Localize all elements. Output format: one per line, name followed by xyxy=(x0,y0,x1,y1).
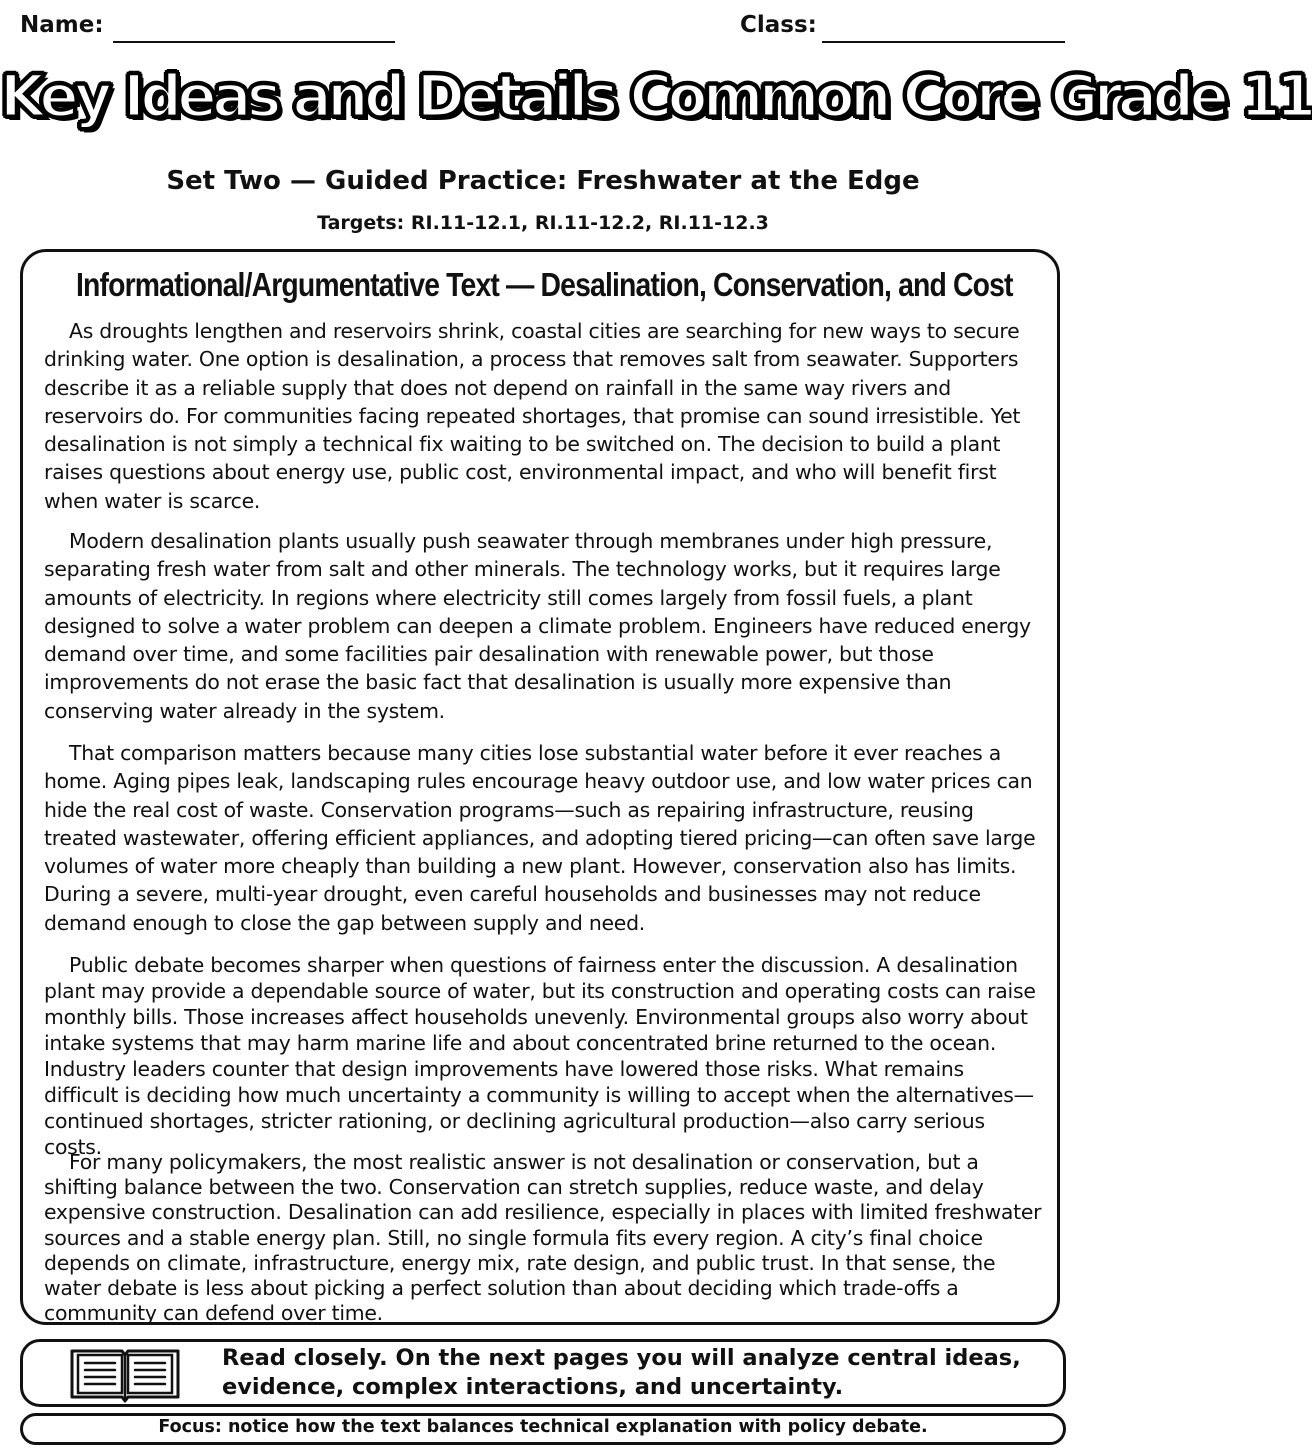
focus-note: Focus: notice how the text balances technical explanation with policy debate. xyxy=(158,1417,928,1437)
name-blank-line[interactable] xyxy=(113,41,395,43)
worksheet-subtitle: Set Two — Guided Practice: Freshwater at the Edge xyxy=(166,166,920,196)
class-label: Class: xyxy=(740,12,817,38)
passage-heading: Informational/Argumentative Text — Desalination, Conservation, and Cost xyxy=(76,266,1013,303)
name-label: Name: xyxy=(20,12,104,38)
passage-paragraph-2: Modern desalination plants usually push seawater through membranes under high pressure, separating fresh water from salt and other minerals. The technology works, but it requires large amounts of electricity. In regions where electricity still comes largely from fossil fuels, a plant designed to solve a water problem can deepen a climate problem. Engineers have reduced energy demand over time, and some facilities pair desalination with renewable power, but those improvements do not erase the basic fact that desalination is usually more expensive than conserving water already in the system. xyxy=(44,529,1031,723)
reading-callout-text: Read closely. On the next pages you will analyze central ideas, evidence, complex interactions, and uncertainty. xyxy=(222,1345,1021,1400)
passage-paragraph-5: For many policymakers, the most realistic answer is not desalination or conservation, but a shifting balance between the two. Conservation can stretch supplies, reduce waste, and delay expensive construction. Desalination can add resilience, especially in places with limited freshwater sources and a stable energy plan. Still, no single formula fits every region. A city’s final choice depends on climate, infrastructure, energy mix, rate design, and public trust. In that sense, the water debate is less about picking a perfect solution than about deciding which trade-offs a community can defend over time. xyxy=(44,1150,1042,1326)
standards-targets: Targets: RI.11-12.1, RI.11-12.2, RI.11-12.3 xyxy=(317,212,769,234)
passage-paragraph-3: That comparison matters because many cities lose substantial water before it ever reaches a home. Aging pipes leak, landscaping rules encourage heavy outdoor use, and low water prices can hide the real cost of waste. Conservation programs—such as repairing infrastructure, reusing treated wastewater, offering efficient appliances, and adopting tiered pricing—can often save large volumes of water more cheaply than building a new plant. However, conservation also has limits. During a severe, multi-year drought, even careful households and businesses may not reduce demand enough to close the gap between supply and need. xyxy=(44,741,1036,935)
passage-paragraph-1: As droughts lengthen and reservoirs shrink, coastal cities are searching for new ways to secure drinking water. One option is desalination, a process that removes salt from seawater. Supporters describe it as a reliable supply that does not depend on rainfall in the same way rivers and reservoirs do. For communities facing repeated shortages, that promise can sound irresistible. Yet desalination is not simply a technical fix waiting to be switched on. The decision to build a plant raises questions about energy use, public cost, environmental impact, and who will benefit first when water is scarce. xyxy=(44,319,1021,513)
class-blank-line[interactable] xyxy=(822,41,1065,43)
passage-paragraph-4: Public debate becomes sharper when questions of fairness enter the discussion. A desalination plant may provide a dependable source of water, but its construction and operating costs can raise monthly bills. Those increases affect households unevenly. Environmental groups also worry about intake systems that may harm marine life and about concentrated brine returned to the ocean. Industry leaders counter that design improvements have lowered those risks. What remains difficult is deciding how much uncertainty a community is willing to accept when the alternatives—continued shortages, stricter rationing, or declining agricultural production—also carry serious costs. xyxy=(44,953,1036,1159)
worksheet-title: Key Ideas and Details Common Core Grade 11 xyxy=(0,62,1312,130)
open-book-icon xyxy=(68,1345,182,1403)
